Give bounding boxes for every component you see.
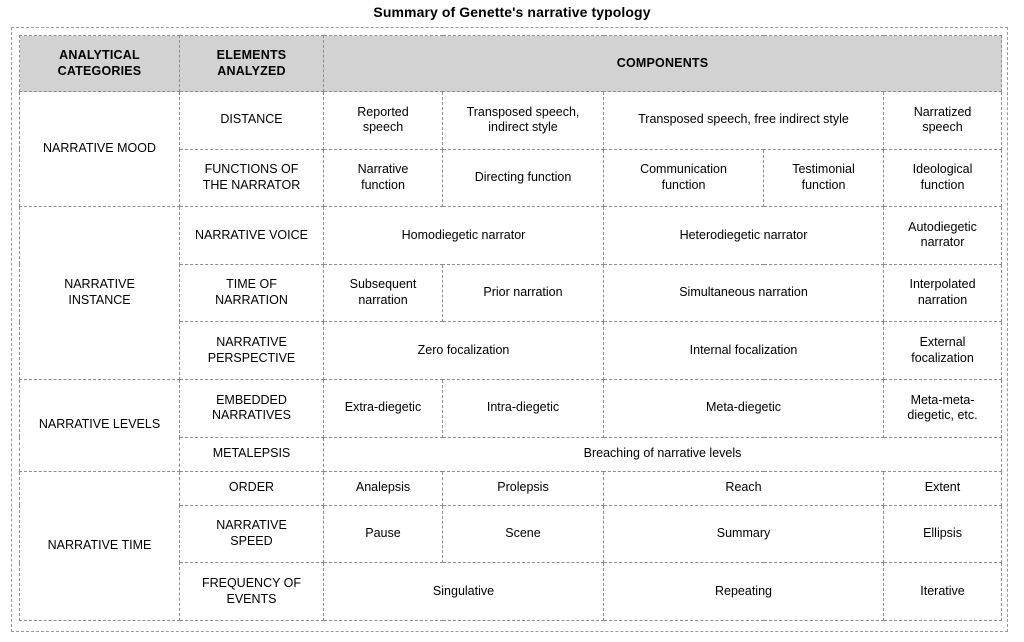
component-label: Homodiegetic narrator (401, 227, 526, 242)
element-analyzed-label: NARRATIVE (216, 335, 287, 350)
component-cell (604, 149, 764, 207)
element-analyzed-label: FUNCTIONS OF (204, 162, 299, 177)
component-cell (604, 471, 884, 505)
component-label: Reach (725, 480, 762, 495)
component-label: Internal focalization (689, 342, 798, 357)
component-cell (324, 149, 443, 207)
element-analyzed-label: TIME OF (226, 277, 277, 292)
element-analyzed-label: EMBEDDED (216, 392, 287, 407)
component-label: Pause (365, 526, 401, 541)
analytical-category-cell (20, 379, 180, 471)
header-elements-analyzed (180, 36, 324, 92)
table-container (19, 35, 1001, 621)
component-label: Extent (924, 480, 961, 495)
header-row (20, 36, 1002, 92)
component-cell (443, 379, 604, 437)
component-label: Repeating (715, 583, 772, 598)
table-body (20, 92, 1002, 621)
component-cell (443, 149, 604, 207)
component-cell (604, 505, 884, 563)
analytical-category-label: NARRATIVE (64, 277, 135, 292)
component-cell (884, 563, 1002, 621)
table-row (20, 92, 1002, 150)
analytical-category-label: NARRATIVE MOOD (43, 141, 156, 156)
component-label: function (920, 177, 965, 192)
header-analytical-categories-line1: ANALYTICAL (59, 47, 140, 62)
component-cell (604, 207, 884, 265)
component-cell (324, 207, 604, 265)
header-components: COMPONENTS (324, 36, 1002, 92)
analytical-category-cell (20, 92, 180, 207)
component-label: Directing function (474, 170, 572, 185)
component-label: function (801, 177, 846, 192)
component-label: External (919, 335, 966, 350)
component-cell (443, 264, 604, 322)
component-label: Autodiegetic (908, 219, 977, 234)
analytical-category-cell (20, 207, 180, 380)
element-analyzed-cell (180, 505, 324, 563)
component-label: Meta-diegetic (705, 400, 782, 415)
component-cell (884, 92, 1002, 150)
component-label: function (661, 177, 706, 192)
component-label: Reported (357, 104, 409, 119)
component-label: Heterodiegetic narrator (679, 227, 808, 242)
component-cell (324, 322, 604, 380)
header-analytical-categories (20, 36, 180, 92)
component-label: Summary (716, 526, 771, 541)
component-cell (604, 264, 884, 322)
component-cell (443, 471, 604, 505)
component-cell (884, 471, 1002, 505)
component-label: Analepsis (355, 480, 411, 495)
component-label: Narratized (913, 104, 972, 119)
component-label: Interpolated (909, 277, 976, 292)
component-cell (884, 379, 1002, 437)
element-analyzed-label: NARRATION (215, 293, 288, 308)
component-cell (604, 92, 884, 150)
component-cell (324, 379, 443, 437)
table-head (20, 36, 1002, 92)
component-label: Singulative (432, 583, 495, 598)
header-elements-analyzed-line1: ELEMENTS (216, 47, 287, 62)
component-label: speech (362, 120, 404, 135)
table-row (20, 379, 1002, 437)
element-analyzed-label: METALEPSIS (212, 446, 291, 461)
analytical-category-label: NARRATIVE TIME (47, 538, 152, 552)
component-label: Prior narration (483, 285, 563, 300)
component-cell (764, 149, 884, 207)
element-analyzed-label: PERSPECTIVE (207, 350, 296, 365)
component-cell (884, 207, 1002, 265)
header-elements-analyzed-line2: ANALYZED (217, 63, 286, 78)
element-analyzed-cell (180, 437, 324, 471)
component-label: Subsequent (349, 277, 417, 292)
component-label: Transposed speech, free indirect style (638, 112, 849, 127)
component-label: diegetic, etc. (907, 408, 978, 423)
component-cell (324, 264, 443, 322)
element-analyzed-label: THE NARRATOR (202, 177, 301, 192)
component-cell (324, 563, 604, 621)
component-cell (443, 92, 604, 150)
component-label: speech (922, 120, 963, 135)
component-label: Extra-diegetic (344, 400, 422, 415)
component-cell (604, 322, 884, 380)
component-label: Simultaneous narration (679, 285, 808, 300)
component-cell (443, 505, 604, 563)
analytical-category-label: NARRATIVE LEVELS (38, 417, 161, 432)
element-analyzed-label: FREQUENCY OF (201, 576, 302, 591)
component-label: Communication (640, 162, 727, 177)
component-label: narration (358, 293, 408, 308)
element-analyzed-cell (180, 264, 324, 322)
component-label: Breaching of narrative levels (583, 446, 742, 461)
component-cell (324, 437, 1002, 471)
component-cell (324, 471, 443, 505)
component-cell (324, 505, 443, 563)
element-analyzed-cell (180, 92, 324, 150)
analytical-category-cell (20, 471, 180, 620)
element-analyzed-label: SPEED (230, 533, 273, 548)
element-analyzed-cell (180, 471, 324, 505)
component-label: Zero focalization (417, 342, 510, 357)
element-analyzed-cell (180, 379, 324, 437)
component-cell (884, 149, 1002, 207)
component-cell (604, 379, 884, 437)
component-label: Iterative (920, 583, 965, 598)
component-cell (884, 322, 1002, 380)
component-cell (884, 505, 1002, 563)
element-analyzed-label: ORDER (228, 480, 275, 495)
component-label: Prolepsis (497, 480, 549, 495)
element-analyzed-cell (180, 149, 324, 207)
component-label: Ideological (912, 162, 973, 177)
component-label: Narrative (357, 162, 409, 177)
element-analyzed-label: NARRATIVE (216, 518, 287, 533)
component-cell (604, 563, 884, 621)
component-label: function (361, 177, 405, 192)
page-title: Summary of Genette's narrative typology (373, 4, 651, 20)
table-row (20, 471, 1002, 505)
narrative-typology-table (19, 35, 1002, 621)
component-label: Ellipsis (923, 526, 962, 541)
component-label: Testimonial (792, 162, 855, 177)
element-analyzed-cell (180, 322, 324, 380)
component-label: indirect style (488, 120, 558, 135)
header-analytical-categories-line2: CATEGORIES (57, 63, 142, 78)
analytical-category-label: INSTANCE (68, 293, 131, 308)
element-analyzed-label: EVENTS (226, 591, 277, 606)
element-analyzed-label: NARRATIVE VOICE (195, 227, 308, 242)
component-cell (324, 92, 443, 150)
element-analyzed-label: NARRATIVES (212, 408, 291, 423)
component-label: Intra-diegetic (486, 400, 560, 415)
component-label: narration (917, 293, 968, 308)
component-label: Transposed speech, (466, 104, 580, 119)
element-analyzed-label: DISTANCE (220, 112, 283, 127)
component-label: narrator (920, 235, 965, 250)
element-analyzed-cell (180, 207, 324, 265)
component-cell (884, 264, 1002, 322)
table-row (20, 207, 1002, 265)
component-label: focalization (911, 350, 974, 365)
component-label: Scene (505, 526, 541, 541)
component-label: Meta-meta- (910, 392, 975, 407)
element-analyzed-cell (180, 563, 324, 621)
